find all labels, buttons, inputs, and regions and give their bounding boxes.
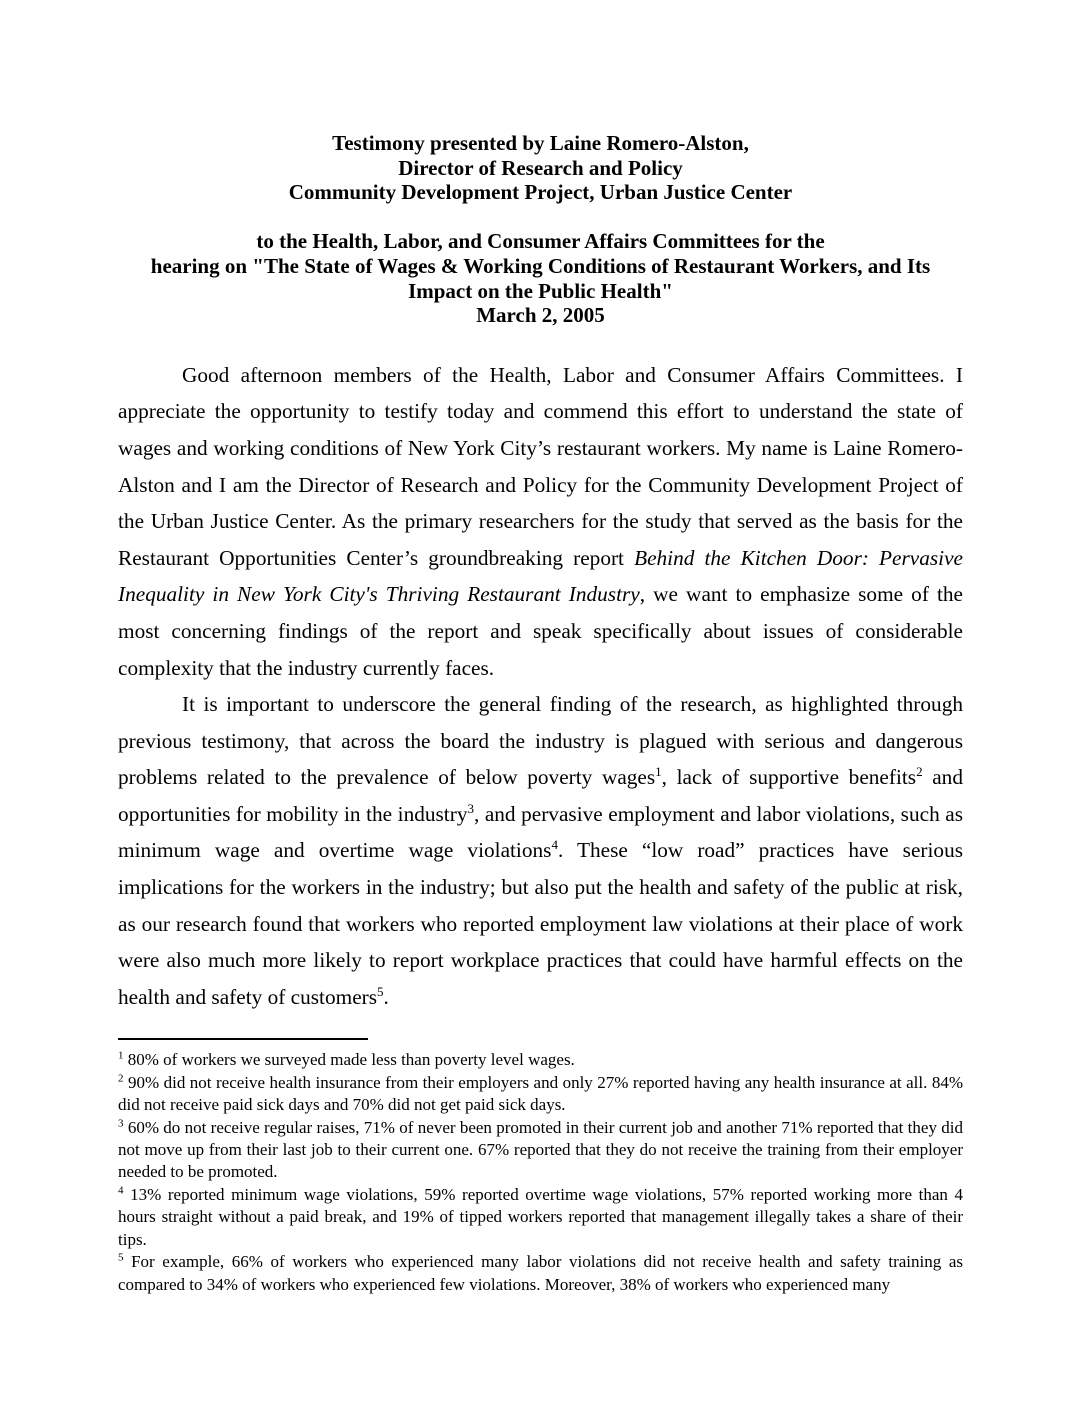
text-segment: Behind the Kitchen Door: Pervasive Inequality in New York City's Thriving Restaurant Industry	[118, 545, 963, 607]
footnote-number: 5	[118, 1251, 124, 1264]
footnote-item: $^1$ 80% of workers we surveyed made less than poverty level wages.	[118, 1049, 575, 1070]
footnote-number: 4	[118, 1184, 124, 1197]
header-line: Testimony presented by Laine Romero-Alston,	[332, 131, 749, 155]
text-segment: It is important to underscore the general finding of the research, as highlighted through previous testimony, that across the board the industry is plagued with serious and dangerous problems related to the prevalence of below poverty wages	[118, 692, 963, 790]
footnote-item: $^3$ 60% do not receive regular raises, 71% of never been promoted in their current job and another 71% reported that they did not move up from their last job to their current one. 67% reported that they do not receive the training from their employer needed to be promoted.	[118, 1117, 963, 1182]
text-segment: .	[383, 984, 389, 1009]
document-header	[118, 131, 963, 328]
document-body	[118, 357, 963, 1016]
footnote-section	[118, 1038, 963, 1295]
text-segment: , and pervasive employment and labor violations, such as minimum wage and overtime wage violations	[118, 801, 963, 863]
header-line: to the Health, Labor, and Consumer Affairs Committees for the	[256, 229, 825, 254]
footnote-reference: 3	[467, 800, 474, 816]
text-segment: , lack of supportive benefits	[661, 765, 917, 790]
text-segment: , we want to emphasize some of the most concerning findings of the report and speak specifically about issues of considerable complexity that the industry currently faces.	[118, 582, 964, 680]
text-segment: . These “low road” practices have serious implications for the workers in the industry; but also put the health and safety of the public at risk, as our research found that workers who reported employment law violations at their place of work were also much more likely to report workplace practices that could have harmful effects on the health and safety of customers	[118, 838, 964, 1009]
footnote-separator	[118, 1038, 368, 1040]
footnote-reference: 2	[916, 764, 923, 780]
footnote-reference: 4	[551, 837, 558, 853]
header-author-block	[118, 131, 963, 205]
footnote-list	[118, 1049, 963, 1295]
footnote-reference: 1	[655, 764, 662, 780]
text-segment: and opportunities for mobility in the industry	[118, 765, 963, 826]
footnote-number: 1	[118, 1049, 124, 1062]
header-line: hearing on "The State of Wages & Working Conditions of Restaurant Workers, and Its	[150, 253, 931, 278]
header-line: March 2, 2005	[476, 303, 605, 328]
footnote-item: $^4$ 13% reported minimum wage violations, 59% reported overtime wage violations, 57% reported working more than 4 hours straight without a paid break, and 19% of tipped workers reported that management illegally takes a share of their tips.	[118, 1184, 963, 1249]
footnote-number: 3	[118, 1117, 124, 1129]
document-content	[118, 0, 963, 1296]
header-hearing-block	[118, 229, 963, 327]
text-segment: Good afternoon members of the Health, Labor and Consumer Affairs Committees. I appreciate the opportunity to testify today and commend this effort to understand the state of wages and working conditions of New York City’s restaurant workers. My name is Laine Romero-Alston and I am the Director of Research and Policy for the Community Development Project of the Urban Justice Center. As the primary researchers for the study that served as the basis for the Restaurant Opportunities Center’s groundbreaking report	[118, 362, 963, 570]
header-line: Community Development Project, Urban Justice Center	[288, 180, 793, 205]
footnote-number: 2	[118, 1072, 124, 1085]
body-paragraph	[118, 686, 963, 1015]
footnote-reference: 5	[377, 983, 384, 999]
header-line: Director of Research and Policy	[398, 155, 683, 180]
footnote-item: $^2$ 90% did not receive health insurance from their employers and only 27% reported having any health insurance at all. 84% did not receive paid sick days and 70% did not get paid sick days.	[118, 1072, 963, 1115]
footnote-item: $^5$ For example, 66% of workers who experienced many labor violations did not receive health and safety training as compared to 34% of workers who experienced few violations. Moreover, 38% of workers who experienced many	[118, 1251, 963, 1294]
header-line: Impact on the Public Health"	[408, 278, 673, 303]
body-paragraph	[118, 357, 963, 686]
